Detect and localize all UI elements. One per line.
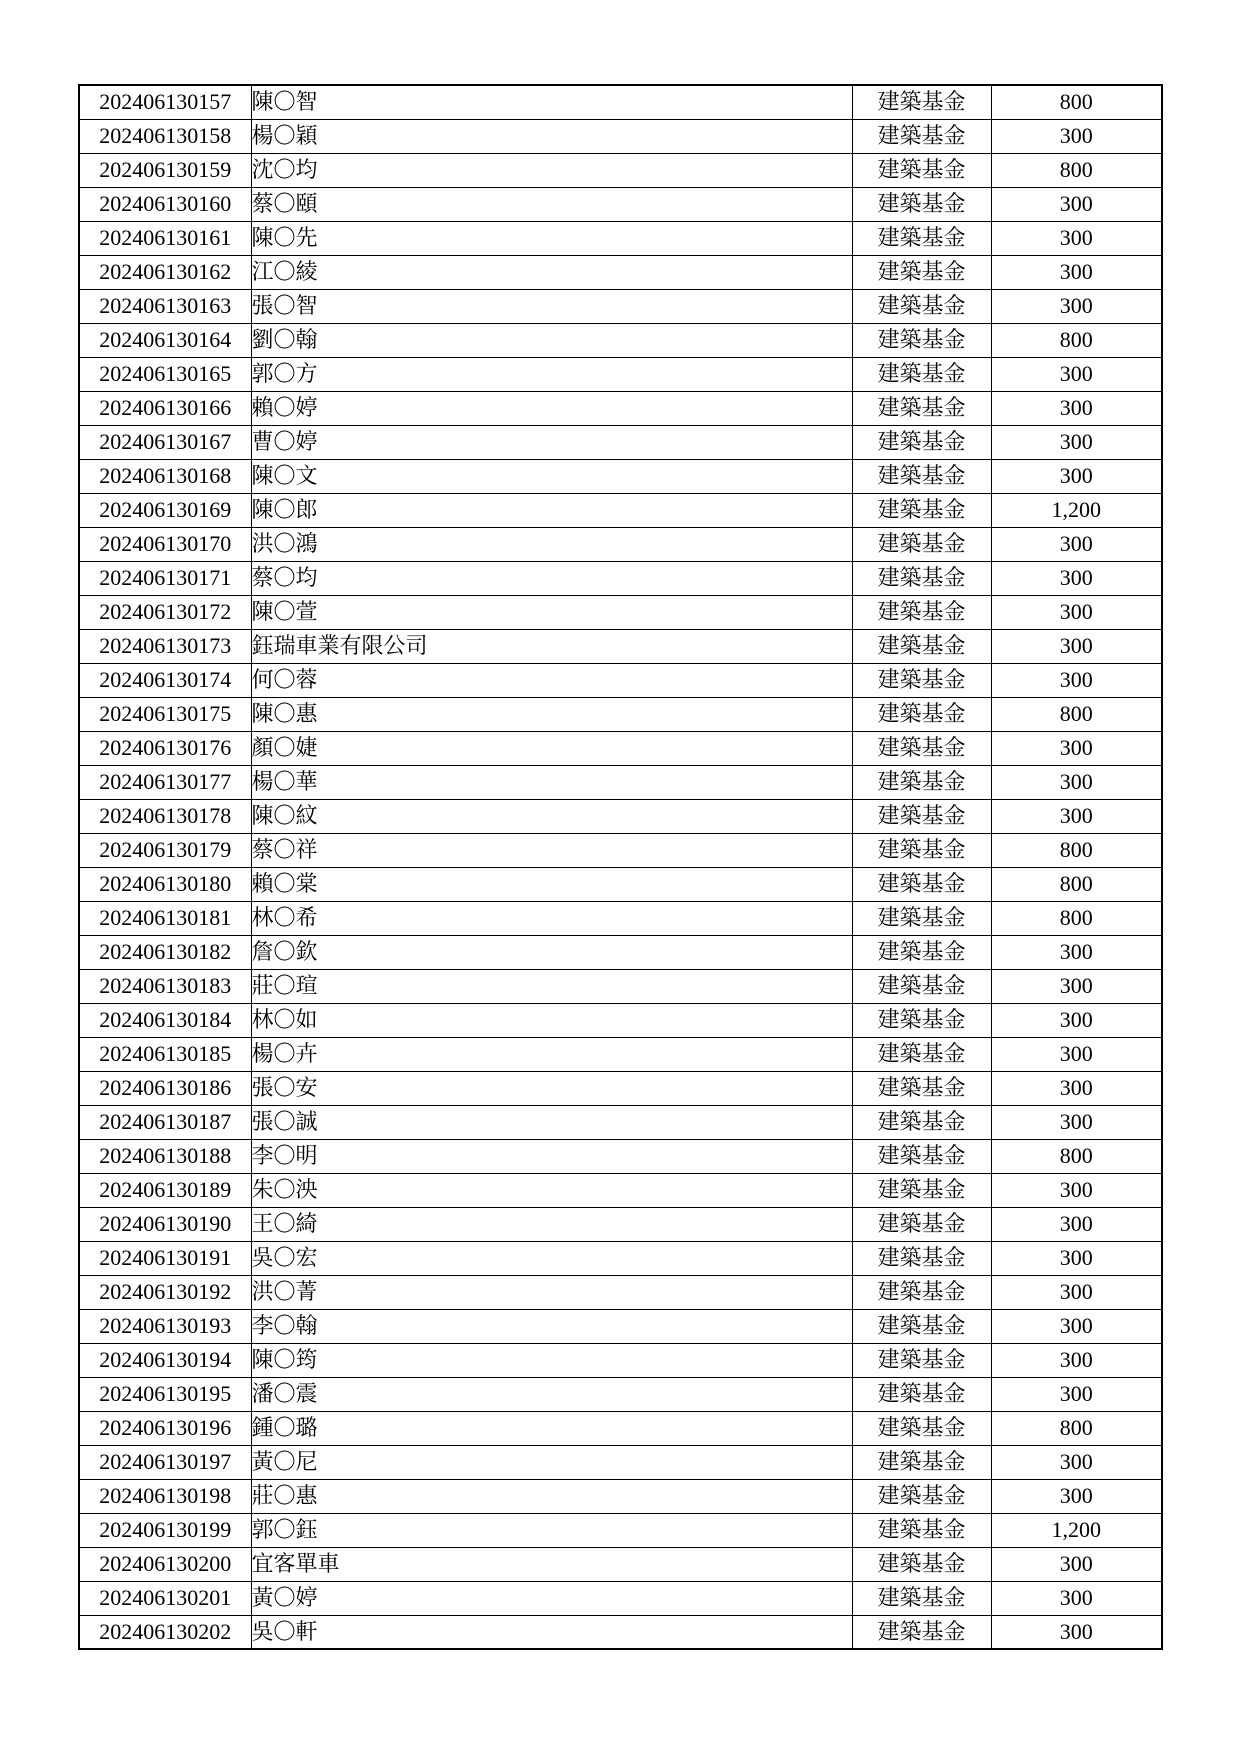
table-row: [79, 1037, 1162, 1071]
donation-amount-cell: 300: [991, 1445, 1162, 1479]
donation-amount-cell: 800: [991, 323, 1162, 357]
table-row: [79, 1173, 1162, 1207]
donor-name-cell: 劉〇翰: [251, 323, 852, 357]
donation-amount-cell: 800: [991, 1139, 1162, 1173]
donor-name-cell: 鍾〇璐: [251, 1411, 852, 1445]
receipt-number-cell: 202406130185: [79, 1037, 251, 1071]
donation-category-cell: 建築基金: [852, 663, 991, 697]
donation-category-cell: 建築基金: [852, 1547, 991, 1581]
table-row: [79, 85, 1162, 119]
table-row: [79, 935, 1162, 969]
donation-category-cell: 建築基金: [852, 1615, 991, 1649]
receipt-number-cell: 202406130184: [79, 1003, 251, 1037]
table-row: [79, 323, 1162, 357]
donor-name-cell: 陳〇惠: [251, 697, 852, 731]
receipt-number-cell: 202406130160: [79, 187, 251, 221]
receipt-number-cell: 202406130200: [79, 1547, 251, 1581]
donor-name-cell: 楊〇華: [251, 765, 852, 799]
receipt-number-cell: 202406130179: [79, 833, 251, 867]
table-row: [79, 459, 1162, 493]
table-row: [79, 1275, 1162, 1309]
receipt-number-cell: 202406130171: [79, 561, 251, 595]
table-row: [79, 255, 1162, 289]
donor-name-cell: 莊〇瑄: [251, 969, 852, 1003]
donor-name-cell: 何〇蓉: [251, 663, 852, 697]
receipt-number-cell: 202406130202: [79, 1615, 251, 1649]
receipt-number-cell: 202406130159: [79, 153, 251, 187]
donation-category-cell: 建築基金: [852, 561, 991, 595]
donation-amount-cell: 300: [991, 663, 1162, 697]
donation-category-cell: 建築基金: [852, 1037, 991, 1071]
donation-amount-cell: 800: [991, 1411, 1162, 1445]
donor-name-cell: 李〇明: [251, 1139, 852, 1173]
donor-name-cell: 顏〇婕: [251, 731, 852, 765]
donation-category-cell: 建築基金: [852, 697, 991, 731]
donation-category-cell: 建築基金: [852, 221, 991, 255]
donor-name-cell: 黃〇尼: [251, 1445, 852, 1479]
donor-name-cell: 陳〇郎: [251, 493, 852, 527]
receipt-number-cell: 202406130176: [79, 731, 251, 765]
donation-category-cell: 建築基金: [852, 1173, 991, 1207]
table-row: [79, 221, 1162, 255]
table-row: [79, 901, 1162, 935]
donation-category-cell: 建築基金: [852, 493, 991, 527]
donation-amount-cell: 300: [991, 357, 1162, 391]
donor-name-cell: 潘〇震: [251, 1377, 852, 1411]
donor-name-cell: 蔡〇均: [251, 561, 852, 595]
donor-name-cell: 郭〇鈺: [251, 1513, 852, 1547]
donor-name-cell: 王〇綺: [251, 1207, 852, 1241]
table-row: [79, 867, 1162, 901]
donation-amount-cell: 800: [991, 867, 1162, 901]
donor-name-cell: 楊〇穎: [251, 119, 852, 153]
receipt-number-cell: 202406130174: [79, 663, 251, 697]
donation-amount-cell: 1,200: [991, 493, 1162, 527]
receipt-number-cell: 202406130196: [79, 1411, 251, 1445]
table-row: [79, 663, 1162, 697]
donor-name-cell: 張〇誠: [251, 1105, 852, 1139]
donation-amount-cell: 300: [991, 1003, 1162, 1037]
donor-name-cell: 楊〇卉: [251, 1037, 852, 1071]
donor-name-cell: 吳〇宏: [251, 1241, 852, 1275]
table-row: [79, 1207, 1162, 1241]
table-row: [79, 153, 1162, 187]
donor-name-cell: 洪〇鴻: [251, 527, 852, 561]
donor-name-cell: 林〇希: [251, 901, 852, 935]
donation-amount-cell: 300: [991, 187, 1162, 221]
table-row: [79, 1547, 1162, 1581]
receipt-number-cell: 202406130158: [79, 119, 251, 153]
receipt-number-cell: 202406130173: [79, 629, 251, 663]
donation-category-cell: 建築基金: [852, 119, 991, 153]
donation-category-cell: 建築基金: [852, 731, 991, 765]
receipt-number-cell: 202406130186: [79, 1071, 251, 1105]
table-row: [79, 289, 1162, 323]
donation-table-body: [79, 85, 1162, 1649]
donor-name-cell: 江〇綾: [251, 255, 852, 289]
donor-name-cell: 莊〇惠: [251, 1479, 852, 1513]
donation-amount-cell: 800: [991, 153, 1162, 187]
receipt-number-cell: 202406130199: [79, 1513, 251, 1547]
receipt-number-cell: 202406130188: [79, 1139, 251, 1173]
donor-name-cell: 朱〇泱: [251, 1173, 852, 1207]
donation-amount-cell: 300: [991, 459, 1162, 493]
donation-amount-cell: 300: [991, 391, 1162, 425]
donation-amount-cell: 800: [991, 901, 1162, 935]
donation-amount-cell: 300: [991, 1615, 1162, 1649]
receipt-number-cell: 202406130165: [79, 357, 251, 391]
table-row: [79, 969, 1162, 1003]
donation-amount-cell: 800: [991, 85, 1162, 119]
donor-name-cell: 李〇翰: [251, 1309, 852, 1343]
donation-amount-cell: 300: [991, 799, 1162, 833]
donation-category-cell: 建築基金: [852, 1207, 991, 1241]
donor-name-cell: 陳〇萱: [251, 595, 852, 629]
donation-category-cell: 建築基金: [852, 153, 991, 187]
receipt-number-cell: 202406130189: [79, 1173, 251, 1207]
table-row: [79, 1581, 1162, 1615]
donor-name-cell: 沈〇均: [251, 153, 852, 187]
donation-amount-cell: 300: [991, 119, 1162, 153]
donation-amount-cell: 300: [991, 765, 1162, 799]
receipt-number-cell: 202406130180: [79, 867, 251, 901]
donation-amount-cell: 300: [991, 1479, 1162, 1513]
donation-amount-cell: 300: [991, 1377, 1162, 1411]
donation-amount-cell: 300: [991, 1343, 1162, 1377]
receipt-number-cell: 202406130197: [79, 1445, 251, 1479]
receipt-number-cell: 202406130172: [79, 595, 251, 629]
receipt-number-cell: 202406130194: [79, 1343, 251, 1377]
donation-amount-cell: 300: [991, 1275, 1162, 1309]
table-row: [79, 1411, 1162, 1445]
donation-category-cell: 建築基金: [852, 391, 991, 425]
donation-category-cell: 建築基金: [852, 901, 991, 935]
receipt-number-cell: 202406130190: [79, 1207, 251, 1241]
donation-amount-cell: 300: [991, 731, 1162, 765]
donor-name-cell: 曹〇婷: [251, 425, 852, 459]
donation-category-cell: 建築基金: [852, 357, 991, 391]
donation-category-cell: 建築基金: [852, 1309, 991, 1343]
donation-table: [78, 84, 1163, 1650]
table-row: [79, 1003, 1162, 1037]
table-row: [79, 1309, 1162, 1343]
donor-name-cell: 鈺瑞車業有限公司: [251, 629, 852, 663]
donation-category-cell: 建築基金: [852, 595, 991, 629]
donation-category-cell: 建築基金: [852, 1241, 991, 1275]
receipt-number-cell: 202406130170: [79, 527, 251, 561]
table-row: [79, 527, 1162, 561]
donor-name-cell: 林〇如: [251, 1003, 852, 1037]
table-row: [79, 391, 1162, 425]
donor-name-cell: 蔡〇祥: [251, 833, 852, 867]
donation-amount-cell: 300: [991, 629, 1162, 663]
receipt-number-cell: 202406130168: [79, 459, 251, 493]
donation-amount-cell: 300: [991, 969, 1162, 1003]
donation-category-cell: 建築基金: [852, 1513, 991, 1547]
donor-name-cell: 黃〇婷: [251, 1581, 852, 1615]
table-row: [79, 1445, 1162, 1479]
donation-category-cell: 建築基金: [852, 1105, 991, 1139]
table-row: [79, 731, 1162, 765]
donation-category-cell: 建築基金: [852, 1275, 991, 1309]
donation-amount-cell: 300: [991, 1241, 1162, 1275]
table-row: [79, 119, 1162, 153]
table-row: [79, 799, 1162, 833]
donor-name-cell: 吳〇軒: [251, 1615, 852, 1649]
donation-category-cell: 建築基金: [852, 833, 991, 867]
receipt-number-cell: 202406130175: [79, 697, 251, 731]
donor-name-cell: 陳〇紋: [251, 799, 852, 833]
donation-amount-cell: 300: [991, 527, 1162, 561]
donation-category-cell: 建築基金: [852, 867, 991, 901]
donation-amount-cell: 300: [991, 561, 1162, 595]
receipt-number-cell: 202406130183: [79, 969, 251, 1003]
table-row: [79, 493, 1162, 527]
table-row: [79, 425, 1162, 459]
receipt-number-cell: 202406130167: [79, 425, 251, 459]
table-row: [79, 697, 1162, 731]
receipt-number-cell: 202406130178: [79, 799, 251, 833]
donation-category-cell: 建築基金: [852, 1377, 991, 1411]
donation-category-cell: 建築基金: [852, 1581, 991, 1615]
receipt-number-cell: 202406130169: [79, 493, 251, 527]
donor-name-cell: 賴〇棠: [251, 867, 852, 901]
donation-category-cell: 建築基金: [852, 935, 991, 969]
donation-category-cell: 建築基金: [852, 969, 991, 1003]
donation-category-cell: 建築基金: [852, 187, 991, 221]
receipt-number-cell: 202406130198: [79, 1479, 251, 1513]
donation-amount-cell: 300: [991, 935, 1162, 969]
table-row: [79, 765, 1162, 799]
table-row: [79, 357, 1162, 391]
donation-amount-cell: 300: [991, 595, 1162, 629]
donor-name-cell: 陳〇筠: [251, 1343, 852, 1377]
donation-amount-cell: 800: [991, 697, 1162, 731]
receipt-number-cell: 202406130187: [79, 1105, 251, 1139]
donation-amount-cell: 300: [991, 1173, 1162, 1207]
table-row: [79, 187, 1162, 221]
donor-name-cell: 賴〇婷: [251, 391, 852, 425]
donation-amount-cell: 300: [991, 1105, 1162, 1139]
donation-amount-cell: 800: [991, 833, 1162, 867]
table-row: [79, 1071, 1162, 1105]
table-row: [79, 1615, 1162, 1649]
receipt-number-cell: 202406130157: [79, 85, 251, 119]
receipt-number-cell: 202406130195: [79, 1377, 251, 1411]
donor-name-cell: 宜客單車: [251, 1547, 852, 1581]
donation-category-cell: 建築基金: [852, 1445, 991, 1479]
donation-category-cell: 建築基金: [852, 255, 991, 289]
donor-name-cell: 張〇智: [251, 289, 852, 323]
donation-category-cell: 建築基金: [852, 765, 991, 799]
donation-category-cell: 建築基金: [852, 1343, 991, 1377]
donation-category-cell: 建築基金: [852, 425, 991, 459]
receipt-number-cell: 202406130191: [79, 1241, 251, 1275]
donation-amount-cell: 300: [991, 1071, 1162, 1105]
receipt-number-cell: 202406130161: [79, 221, 251, 255]
donation-category-cell: 建築基金: [852, 1411, 991, 1445]
receipt-number-cell: 202406130201: [79, 1581, 251, 1615]
donation-category-cell: 建築基金: [852, 527, 991, 561]
table-row: [79, 1241, 1162, 1275]
donation-category-cell: 建築基金: [852, 629, 991, 663]
donation-category-cell: 建築基金: [852, 459, 991, 493]
donation-amount-cell: 300: [991, 221, 1162, 255]
donor-name-cell: 詹〇欽: [251, 935, 852, 969]
donation-category-cell: 建築基金: [852, 1071, 991, 1105]
donation-amount-cell: 300: [991, 1309, 1162, 1343]
table-row: [79, 1139, 1162, 1173]
receipt-number-cell: 202406130164: [79, 323, 251, 357]
table-row: [79, 1105, 1162, 1139]
donor-name-cell: 蔡〇頤: [251, 187, 852, 221]
donation-amount-cell: 300: [991, 289, 1162, 323]
table-row: [79, 561, 1162, 595]
donation-amount-cell: 300: [991, 425, 1162, 459]
donation-category-cell: 建築基金: [852, 85, 991, 119]
table-row: [79, 1479, 1162, 1513]
donation-category-cell: 建築基金: [852, 1479, 991, 1513]
donor-name-cell: 張〇安: [251, 1071, 852, 1105]
donor-name-cell: 陳〇文: [251, 459, 852, 493]
receipt-number-cell: 202406130163: [79, 289, 251, 323]
donation-amount-cell: 300: [991, 1547, 1162, 1581]
donation-category-cell: 建築基金: [852, 323, 991, 357]
receipt-number-cell: 202406130166: [79, 391, 251, 425]
donation-category-cell: 建築基金: [852, 1003, 991, 1037]
receipt-number-cell: 202406130182: [79, 935, 251, 969]
table-row: [79, 595, 1162, 629]
receipt-number-cell: 202406130177: [79, 765, 251, 799]
table-row: [79, 1513, 1162, 1547]
donation-category-cell: 建築基金: [852, 289, 991, 323]
donation-amount-cell: 1,200: [991, 1513, 1162, 1547]
donor-name-cell: 郭〇方: [251, 357, 852, 391]
donation-category-cell: 建築基金: [852, 1139, 991, 1173]
donor-name-cell: 陳〇智: [251, 85, 852, 119]
table-row: [79, 833, 1162, 867]
donation-amount-cell: 300: [991, 255, 1162, 289]
table-row: [79, 629, 1162, 663]
receipt-number-cell: 202406130181: [79, 901, 251, 935]
donor-name-cell: 陳〇先: [251, 221, 852, 255]
table-row: [79, 1377, 1162, 1411]
donation-amount-cell: 300: [991, 1207, 1162, 1241]
receipt-number-cell: 202406130193: [79, 1309, 251, 1343]
donation-amount-cell: 300: [991, 1037, 1162, 1071]
donation-amount-cell: 300: [991, 1581, 1162, 1615]
receipt-number-cell: 202406130192: [79, 1275, 251, 1309]
receipt-number-cell: 202406130162: [79, 255, 251, 289]
donation-category-cell: 建築基金: [852, 799, 991, 833]
donor-name-cell: 洪〇菁: [251, 1275, 852, 1309]
table-row: [79, 1343, 1162, 1377]
